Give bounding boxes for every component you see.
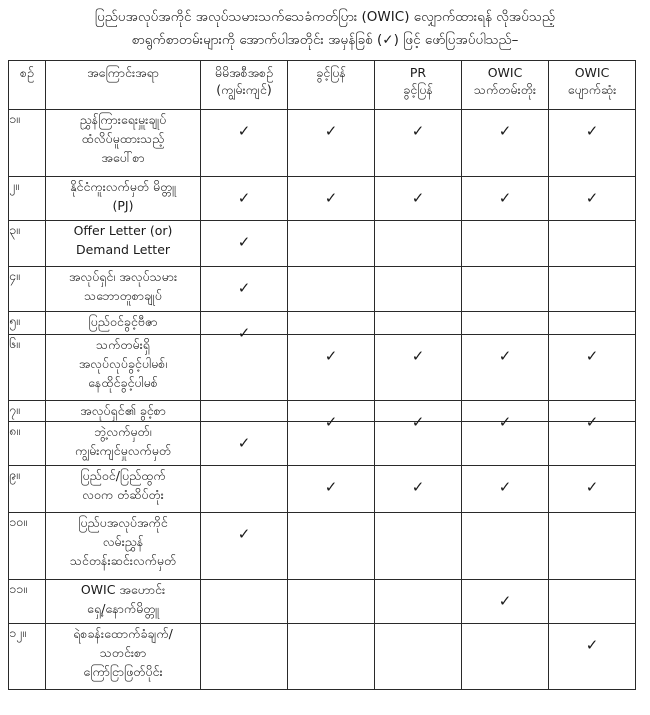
row-number: ၃။ [9, 221, 46, 267]
check-cell-owic-renewal [462, 401, 549, 431]
document-line: Offer Letter (or) [73, 223, 173, 238]
check-mark-icon: ✓ [585, 189, 599, 207]
table-row [9, 401, 636, 422]
check-mark-icon: ✓ [324, 347, 338, 365]
check-cell-leave-return [288, 466, 375, 513]
row-document [46, 177, 201, 221]
check-mark-icon: ✓ [324, 413, 338, 431]
row-number: ၁။ [9, 110, 46, 177]
check-cell-leave-return [288, 312, 375, 335]
check-cell-own-arrangement [201, 335, 288, 401]
check-cell-leave-return [288, 580, 375, 624]
check-mark-icon: ✓ [237, 122, 251, 140]
check-cell-own-arrangement [201, 312, 288, 342]
table-row [9, 513, 636, 580]
check-mark-icon: ✓ [498, 122, 512, 140]
row-document [46, 221, 201, 267]
check-cell-own-arrangement [201, 466, 288, 513]
check-mark-icon: ✓ [498, 189, 512, 207]
check-cell-leave-return [288, 221, 375, 267]
check-cell-pr-leave-return [375, 466, 462, 513]
row-number: ၆။ [9, 335, 46, 401]
row-document [46, 110, 201, 177]
check-mark-icon: ✓ [411, 478, 425, 496]
check-cell-own-arrangement [201, 177, 288, 221]
check-cell-owic-renewal [462, 624, 549, 690]
check-cell-pr-leave-return [375, 624, 462, 690]
check-cell-leave-return [288, 267, 375, 312]
row-number: ၁၂။ [9, 624, 46, 690]
check-mark-icon: ✓ [585, 478, 599, 496]
requirements-table [8, 60, 636, 690]
column-header-line: မိမိအစီအစဉ် [214, 65, 274, 80]
row-document [46, 401, 201, 422]
document-line: ကြော်ငြာဖြတ်ပိုင်း [83, 664, 163, 679]
row-document [46, 267, 201, 312]
check-mark-icon: ✓ [237, 189, 251, 207]
row-document [46, 335, 201, 401]
table-row [9, 466, 636, 513]
row-document [46, 580, 201, 624]
check-cell-leave-return [288, 110, 375, 177]
document-line: အလုပ်ရှင်၊ အလုပ်သမား [68, 269, 178, 284]
check-cell-leave-return [288, 401, 375, 431]
heading-line-2: စာရွက်စာတမ်းများကို အောက်ပါအတိုင်း အမှန်ခြစ် (✓) ဖြင့် ဖော်ပြအပ်ပါသည်– [131, 32, 519, 48]
check-cell-owic-lost [549, 221, 636, 267]
check-cell-owic-renewal [462, 267, 549, 312]
table-row [9, 580, 636, 624]
check-cell-own-arrangement [201, 110, 288, 177]
document-line: သက်တမ်းရှိ [96, 337, 150, 352]
check-cell-owic-renewal [462, 335, 549, 401]
row-number: ၈။ [9, 422, 46, 466]
check-mark-icon: ✓ [585, 413, 599, 431]
check-cell-pr-leave-return [375, 221, 462, 267]
column-header-line: သက်တမ်းတိုး [473, 82, 537, 97]
check-cell-owic-lost [549, 110, 636, 177]
check-cell-leave-return [288, 335, 375, 401]
row-number: ၅။ [9, 312, 46, 335]
row-number: ၉။ [9, 466, 46, 513]
table-row [9, 624, 636, 690]
document-line: သတင်းစာ [99, 645, 147, 660]
check-cell-owic-renewal [462, 221, 549, 267]
document-line: လမ်းညွှန် [102, 534, 144, 549]
check-mark-icon: ✓ [411, 413, 425, 431]
column-header-line: PR [409, 65, 427, 80]
document-line: အလုပ်လုပ်ခွင့်ပါမစ်၊ [78, 356, 168, 371]
document-line: ရဲစခန်းထောက်ခံချက်/ [73, 626, 173, 641]
document-line: အလုပ်ရှင်၏ ခွင့်စာ [80, 403, 166, 418]
check-cell-leave-return [288, 624, 375, 690]
row-document [46, 312, 201, 335]
check-cell-owic-lost [549, 513, 636, 580]
check-cell-owic-renewal [462, 466, 549, 513]
check-mark-icon: ✓ [411, 189, 425, 207]
check-mark-icon: ✓ [585, 122, 599, 140]
row-number: ၄။ [9, 267, 46, 312]
check-cell-owic-lost [549, 335, 636, 401]
column-header-line: ခွင့်ပြန် [403, 82, 433, 97]
check-mark-icon: ✓ [237, 233, 251, 251]
column-header-document [46, 61, 201, 110]
check-mark-icon: ✓ [324, 189, 338, 207]
check-mark-icon: ✓ [237, 434, 251, 452]
table-row [9, 267, 636, 312]
check-cell-owic-lost [549, 580, 636, 624]
column-header-line: စဉ် [20, 65, 34, 80]
check-cell-own-arrangement [201, 401, 288, 422]
column-header-pr-leave-return [375, 61, 462, 110]
row-number: ၁၁။ [9, 580, 46, 624]
document-line: နေထိုင်ခွင့်ပါမစ် [88, 375, 158, 390]
column-header-line: OWIC [487, 65, 523, 80]
check-cell-own-arrangement [201, 221, 288, 267]
check-cell-leave-return [288, 177, 375, 221]
check-cell-owic-lost [549, 466, 636, 513]
table-row [9, 422, 636, 466]
check-mark-icon: ✓ [585, 636, 599, 654]
check-mark-icon: ✓ [411, 347, 425, 365]
table-row [9, 312, 636, 335]
column-header-line: (ကျွမ်းကျင်) [216, 82, 272, 97]
document-line: ကျွမ်းကျင်မှုလက်မှတ် [74, 443, 172, 458]
check-mark-icon: ✓ [237, 279, 251, 297]
check-mark-icon: ✓ [498, 592, 512, 610]
check-mark-icon: ✓ [498, 478, 512, 496]
check-mark-icon: ✓ [411, 122, 425, 140]
check-cell-pr-leave-return [375, 177, 462, 221]
check-mark-icon: ✓ [498, 413, 512, 431]
check-cell-owic-renewal [462, 312, 549, 335]
column-header-line: ပျောက်ဆုံး [567, 82, 617, 97]
document-line: ဘွဲ့လက်မှတ်၊ [94, 424, 152, 439]
row-document [46, 513, 201, 580]
document-line: နိုင်ငံကူးလက်မှတ် မိတ္တူ [70, 179, 176, 194]
document-line: ပြည်ပအလုပ်အကိုင် [78, 515, 168, 530]
check-cell-pr-leave-return [375, 110, 462, 177]
check-cell-pr-leave-return [375, 267, 462, 312]
table-row [9, 177, 636, 221]
check-cell-owic-lost [549, 267, 636, 312]
check-cell-owic-renewal [462, 110, 549, 177]
document-line: အပေါ်စာ [101, 150, 145, 165]
column-header-line: OWIC [574, 65, 610, 80]
table-row [9, 221, 636, 267]
row-document [46, 422, 201, 466]
column-header-owic-lost [549, 61, 636, 110]
check-cell-owic-lost [549, 177, 636, 221]
check-cell-leave-return [288, 513, 375, 580]
document-line: ထံလိပ်မူထားသည့် [81, 131, 165, 146]
column-header-leave-return [288, 61, 375, 110]
column-header-line: ခွင့်ပြန် [316, 65, 346, 80]
check-cell-owic-lost [549, 312, 636, 335]
check-cell-owic-renewal [462, 177, 549, 221]
check-cell-pr-leave-return [375, 335, 462, 401]
check-cell-owic-renewal [462, 513, 549, 580]
heading-line-1: ပြည်ပအလုပ်အကိုင် အလုပ်သမားသက်သေခံကတ်ပြား (OWIC) လျှောက်ထားရန် လိုအပ်သည့် [94, 9, 556, 25]
check-cell-owic-lost [549, 624, 636, 690]
table-header-row [9, 61, 636, 110]
document-line: (PJ) [112, 198, 134, 213]
document-line: သဘောတူစာချုပ် [84, 288, 162, 303]
check-cell-pr-leave-return [375, 513, 462, 580]
document-line: ညွှန်ကြားရေးမှူးချုပ် [79, 112, 167, 127]
check-mark-icon: ✓ [585, 347, 599, 365]
document-heading [10, 6, 640, 52]
check-cell-owic-renewal [462, 580, 549, 624]
check-cell-pr-leave-return [375, 312, 462, 335]
document-line: OWIC အဟောင်း [80, 582, 166, 597]
check-cell-owic-lost [549, 401, 636, 431]
check-cell-own-arrangement [201, 513, 288, 580]
check-mark-icon: ✓ [237, 324, 251, 342]
check-cell-own-arrangement [201, 624, 288, 690]
check-cell-own-arrangement [201, 580, 288, 624]
column-header-line: အကြောင်းအရာ [87, 65, 159, 80]
document-line: လဝက တံဆိပ်တုံး [82, 487, 164, 502]
check-cell-pr-leave-return [375, 580, 462, 624]
document-line: သင်တန်းဆင်းလက်မှတ် [69, 553, 177, 568]
row-number: ၁၀။ [9, 513, 46, 580]
row-number: ၂။ [9, 177, 46, 221]
check-mark-icon: ✓ [498, 347, 512, 365]
check-cell-own-arrangement [201, 267, 288, 312]
column-header-no [9, 61, 46, 110]
check-cell-own-arrangement [201, 422, 288, 466]
check-mark-icon: ✓ [324, 122, 338, 140]
document-line: ပြည်ဝင်/ပြည်ထွက် [80, 468, 166, 483]
row-document [46, 624, 201, 690]
row-number: ၇။ [9, 401, 46, 422]
column-header-owic-renewal [462, 61, 549, 110]
document-line: ရှေ့/နောက်မိတ္တူ [87, 601, 159, 616]
document-line: ပြည်ဝင်ခွင့်ဗီဇာ [88, 314, 158, 329]
table-row [9, 335, 636, 401]
document-line: Demand Letter [75, 242, 171, 257]
row-document [46, 466, 201, 513]
column-header-own-arrangement [201, 61, 288, 110]
table-row [9, 110, 636, 177]
table-body [9, 110, 636, 690]
check-mark-icon: ✓ [324, 478, 338, 496]
check-mark-icon: ✓ [237, 525, 251, 543]
check-cell-pr-leave-return [375, 401, 462, 431]
